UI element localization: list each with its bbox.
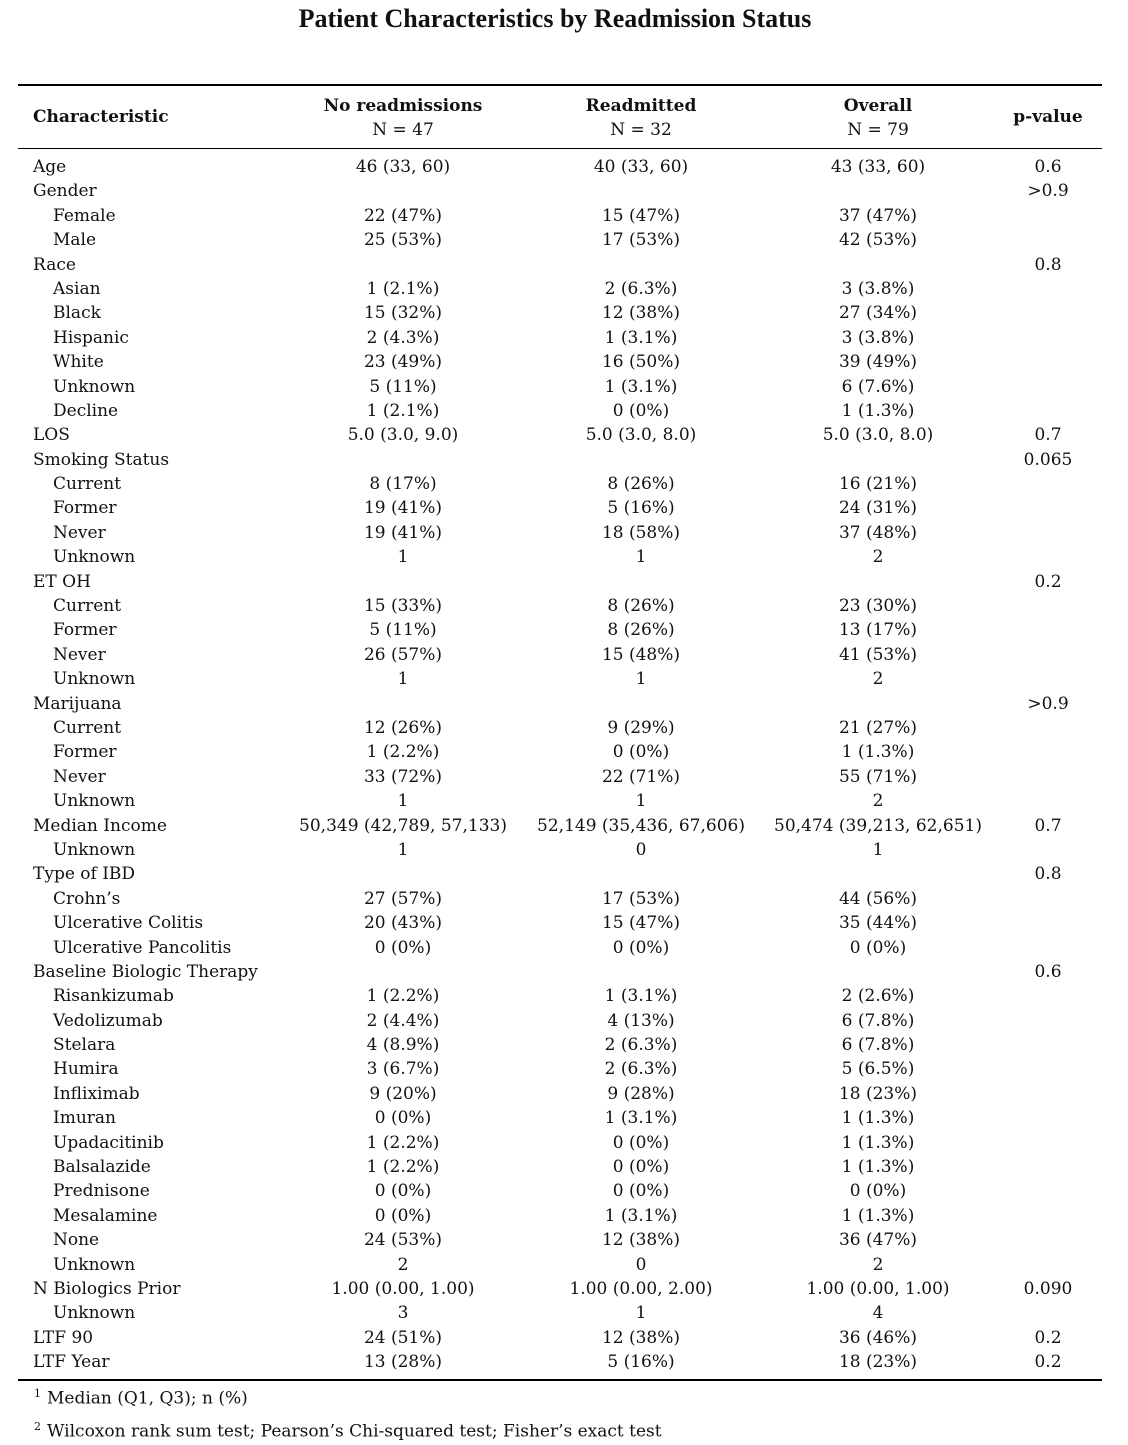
row-label: White	[53, 352, 104, 373]
header-pvalue: p-value	[1013, 107, 1083, 127]
cell-readmitted: 9 (28%)	[607, 1083, 675, 1104]
cell-overall: 1 (1.3%)	[841, 1157, 915, 1178]
table-row	[18, 1131, 1102, 1155]
header-readmitted-label: Readmitted	[585, 96, 697, 116]
cell-no-readmissions: 15 (32%)	[363, 303, 443, 324]
table-row	[18, 399, 1102, 423]
cell-readmitted: 2 (6.3%)	[604, 1059, 678, 1080]
cell-readmitted: 1 (3.1%)	[604, 376, 678, 397]
table-row	[18, 1228, 1102, 1252]
cell-no-readmissions: 4 (8.9%)	[366, 1035, 440, 1056]
table-row	[18, 326, 1102, 350]
row-label: LOS	[33, 425, 70, 446]
row-label: Never	[53, 522, 106, 543]
row-label: None	[53, 1230, 100, 1251]
table-row	[18, 545, 1102, 569]
table-row	[18, 984, 1102, 1008]
cell-pvalue: 0.065	[1023, 449, 1073, 470]
cell-overall: 2 (2.6%)	[841, 986, 915, 1007]
cell-pvalue: 0.8	[1034, 864, 1062, 885]
cell-readmitted: 17 (53%)	[601, 888, 681, 909]
footnote-1-mark: 1	[34, 1387, 41, 1400]
cell-readmitted: 4 (13%)	[607, 1010, 675, 1031]
header-no-readmissions-label: No readmissions	[323, 96, 483, 116]
cell-overall: 37 (48%)	[838, 522, 918, 543]
cell-overall: 1 (1.3%)	[841, 742, 915, 763]
cell-overall: 50,474 (39,213, 62,651)	[774, 815, 982, 836]
cell-readmitted: 8 (26%)	[607, 596, 675, 617]
cell-no-readmissions: 5 (11%)	[369, 620, 437, 641]
cell-overall: 23 (30%)	[838, 596, 918, 617]
cell-pvalue: 0.7	[1034, 815, 1062, 836]
table-row	[18, 960, 1102, 984]
cell-pvalue: 0.6	[1034, 961, 1062, 982]
row-label: Age	[33, 157, 67, 177]
row-label: Current	[53, 717, 122, 738]
row-label: Infliximab	[53, 1083, 140, 1104]
row-label: Humira	[53, 1059, 119, 1080]
cell-overall: 36 (46%)	[838, 1327, 918, 1348]
header-overall-n: N = 79	[847, 120, 909, 140]
cell-readmitted: 16 (50%)	[601, 352, 681, 373]
summary-table	[18, 84, 1102, 1381]
cell-no-readmissions: 1 (2.2%)	[366, 742, 440, 763]
cell-overall: 36 (47%)	[838, 1230, 918, 1251]
row-label: Unknown	[53, 791, 136, 812]
table-row	[18, 740, 1102, 764]
header-characteristic: Characteristic	[33, 107, 169, 127]
cell-pvalue: >0.9	[1027, 693, 1069, 714]
table-row	[18, 423, 1102, 447]
cell-readmitted: 2 (6.3%)	[604, 1035, 678, 1056]
table-row	[18, 887, 1102, 911]
table-row	[18, 1326, 1102, 1350]
cell-overall: 1 (1.3%)	[841, 1108, 915, 1129]
row-label: Unknown	[53, 547, 136, 568]
cell-no-readmissions: 27 (57%)	[363, 888, 443, 909]
cell-no-readmissions: 50,349 (42,789, 57,133)	[299, 815, 507, 836]
table-row	[18, 472, 1102, 496]
cell-readmitted: 5 (16%)	[607, 1352, 675, 1373]
cell-no-readmissions: 2 (4.3%)	[366, 327, 440, 348]
cell-readmitted: 2 (6.3%)	[604, 278, 678, 299]
cell-readmitted: 17 (53%)	[601, 230, 681, 251]
cell-readmitted: 12 (38%)	[601, 1327, 681, 1348]
cell-readmitted: 52,149 (35,436, 67,606)	[537, 815, 745, 836]
table-row	[18, 594, 1102, 618]
cell-readmitted: 22 (71%)	[601, 766, 681, 787]
cell-no-readmissions: 0 (0%)	[374, 1181, 432, 1202]
cell-overall: 6 (7.6%)	[841, 376, 915, 397]
table-header	[18, 86, 1102, 148]
cell-readmitted: 1	[635, 547, 647, 568]
table-row	[18, 301, 1102, 325]
row-label: Crohn’s	[53, 888, 121, 909]
cell-overall: 39 (49%)	[838, 352, 918, 373]
cell-overall: 3 (3.8%)	[841, 327, 915, 348]
cell-overall: 4	[872, 1303, 884, 1324]
row-label: Former	[53, 498, 117, 519]
cell-no-readmissions: 1	[397, 547, 409, 568]
cell-overall: 0 (0%)	[849, 1181, 907, 1202]
table-row	[18, 618, 1102, 642]
footnote-1-text: Median (Q1, Q3); n (%)	[47, 1388, 248, 1409]
cell-readmitted: 8 (26%)	[607, 474, 675, 495]
row-label: Gender	[33, 181, 97, 202]
row-label: Race	[33, 254, 76, 275]
cell-no-readmissions: 0 (0%)	[374, 937, 432, 958]
table-row	[18, 570, 1102, 594]
cell-overall: 18 (23%)	[838, 1083, 918, 1104]
footnotes	[34, 1380, 662, 1445]
header-readmitted	[535, 94, 747, 142]
row-label: Median Income	[33, 815, 167, 836]
table-row	[18, 716, 1102, 740]
table-row	[18, 1277, 1102, 1301]
row-label: Risankizumab	[53, 986, 174, 1007]
cell-no-readmissions: 12 (26%)	[363, 717, 443, 738]
cell-no-readmissions: 1	[397, 791, 409, 812]
cell-overall: 43 (33, 60)	[830, 157, 926, 177]
cell-overall: 2	[872, 791, 884, 812]
cell-readmitted: 1	[635, 791, 647, 812]
cell-readmitted: 0 (0%)	[612, 1132, 670, 1153]
row-label: Black	[53, 303, 101, 324]
cell-no-readmissions: 46 (33, 60)	[355, 157, 451, 177]
cell-no-readmissions: 24 (53%)	[363, 1230, 443, 1251]
table-row	[18, 179, 1102, 203]
row-label: Decline	[53, 400, 119, 421]
cell-overall: 16 (21%)	[838, 474, 918, 495]
cell-readmitted: 40 (33, 60)	[593, 157, 689, 177]
table-row	[18, 862, 1102, 886]
cell-readmitted: 15 (48%)	[601, 644, 681, 665]
row-label: Former	[53, 620, 117, 641]
cell-readmitted: 5 (16%)	[607, 498, 675, 519]
row-label: Hispanic	[53, 327, 129, 348]
header-readmitted-n: N = 32	[610, 120, 672, 140]
row-label: Mesalamine	[53, 1205, 158, 1226]
cell-readmitted: 8 (26%)	[607, 620, 675, 641]
row-label: Current	[53, 596, 122, 617]
cell-no-readmissions: 13 (28%)	[363, 1352, 443, 1373]
table-row	[18, 1009, 1102, 1033]
row-label: Imuran	[53, 1108, 116, 1129]
cell-readmitted: 1	[635, 1303, 647, 1324]
row-label: Prednisone	[53, 1181, 150, 1202]
cell-readmitted: 1 (3.1%)	[604, 327, 678, 348]
cell-overall: 27 (34%)	[838, 303, 918, 324]
cell-pvalue: 0.090	[1023, 1278, 1073, 1299]
cell-no-readmissions: 19 (41%)	[363, 522, 443, 543]
header-no-readmissions	[298, 94, 508, 142]
table-row	[18, 350, 1102, 374]
row-label: Vedolizumab	[53, 1010, 163, 1031]
cell-overall: 44 (56%)	[838, 888, 918, 909]
row-label: Unknown	[53, 839, 136, 860]
cell-overall: 1 (1.3%)	[841, 1205, 915, 1226]
cell-no-readmissions: 2 (4.4%)	[366, 1010, 440, 1031]
table-row	[18, 1033, 1102, 1057]
cell-no-readmissions: 19 (41%)	[363, 498, 443, 519]
table-row	[18, 521, 1102, 545]
cell-no-readmissions: 3 (6.7%)	[366, 1059, 440, 1080]
cell-readmitted: 0 (0%)	[612, 742, 670, 763]
cell-no-readmissions: 24 (51%)	[363, 1327, 443, 1348]
table-row	[18, 765, 1102, 789]
table-row	[18, 375, 1102, 399]
cell-readmitted: 1.00 (0.00, 2.00)	[569, 1278, 713, 1299]
row-label: Unknown	[53, 669, 136, 690]
row-label: Baseline Biologic Therapy	[33, 961, 258, 982]
cell-readmitted: 0	[635, 839, 647, 860]
row-label: Type of IBD	[33, 864, 136, 885]
cell-no-readmissions: 5.0 (3.0, 9.0)	[347, 425, 459, 446]
cell-no-readmissions: 20 (43%)	[363, 913, 443, 934]
cell-readmitted: 9 (29%)	[607, 717, 675, 738]
table-row	[18, 228, 1102, 252]
cell-readmitted: 0 (0%)	[612, 937, 670, 958]
cell-overall: 42 (53%)	[838, 230, 918, 251]
cell-overall: 6 (7.8%)	[841, 1010, 915, 1031]
cell-pvalue: 0.7	[1034, 425, 1062, 446]
row-label: Female	[53, 205, 116, 226]
cell-overall: 1 (1.3%)	[841, 400, 915, 421]
cell-overall: 18 (23%)	[838, 1352, 918, 1373]
table-row	[18, 1082, 1102, 1106]
cell-readmitted: 0 (0%)	[612, 400, 670, 421]
cell-readmitted: 1 (3.1%)	[604, 1205, 678, 1226]
cell-pvalue: >0.9	[1027, 181, 1069, 202]
cell-readmitted: 0 (0%)	[612, 1181, 670, 1202]
row-label: Never	[53, 644, 106, 665]
cell-no-readmissions: 23 (49%)	[363, 352, 443, 373]
footnote-2	[34, 1413, 662, 1445]
table-row	[18, 204, 1102, 228]
footnote-1	[34, 1380, 662, 1413]
table-row	[18, 496, 1102, 520]
table-row	[18, 692, 1102, 716]
cell-no-readmissions: 0 (0%)	[374, 1205, 432, 1226]
table-row	[18, 1301, 1102, 1325]
table-row	[18, 911, 1102, 935]
cell-no-readmissions: 1 (2.1%)	[366, 400, 440, 421]
cell-overall: 55 (71%)	[838, 766, 918, 787]
cell-readmitted: 18 (58%)	[601, 522, 681, 543]
row-label: N Biologics Prior	[33, 1278, 181, 1299]
cell-pvalue: 0.6	[1034, 157, 1062, 177]
row-label: Never	[53, 766, 106, 787]
cell-overall: 1.00 (0.00, 1.00)	[806, 1278, 950, 1299]
cell-no-readmissions: 1 (2.1%)	[366, 278, 440, 299]
row-label: Smoking Status	[33, 449, 170, 470]
cell-no-readmissions: 25 (53%)	[363, 230, 443, 251]
cell-overall: 35 (44%)	[838, 913, 918, 934]
cell-readmitted: 15 (47%)	[601, 205, 681, 226]
cell-readmitted: 15 (47%)	[601, 913, 681, 934]
cell-no-readmissions: 1	[397, 669, 409, 690]
cell-no-readmissions: 33 (72%)	[363, 766, 443, 787]
cell-readmitted: 1	[635, 669, 647, 690]
row-label: Male	[53, 230, 97, 251]
cell-overall: 1 (1.3%)	[841, 1132, 915, 1153]
header-overall	[773, 94, 983, 142]
cell-overall: 6 (7.8%)	[841, 1035, 915, 1056]
cell-no-readmissions: 1 (2.2%)	[366, 1132, 440, 1153]
row-label: Stelara	[53, 1035, 116, 1056]
cell-overall: 2	[872, 1254, 884, 1275]
cell-overall: 2	[872, 669, 884, 690]
cell-no-readmissions: 26 (57%)	[363, 644, 443, 665]
cell-readmitted: 1 (3.1%)	[604, 1108, 678, 1129]
table-row	[18, 936, 1102, 960]
row-label: Asian	[53, 278, 101, 299]
row-label: Unknown	[53, 1303, 136, 1324]
table-row	[18, 448, 1102, 472]
row-label: Ulcerative Colitis	[53, 913, 204, 934]
table-row	[18, 667, 1102, 691]
cell-overall: 37 (47%)	[838, 205, 918, 226]
cell-overall: 3 (3.8%)	[841, 278, 915, 299]
cell-overall: 2	[872, 547, 884, 568]
row-label: Balsalazide	[53, 1157, 151, 1178]
cell-readmitted: 12 (38%)	[601, 303, 681, 324]
table-row	[18, 253, 1102, 277]
table-row	[18, 1253, 1102, 1277]
row-label: Current	[53, 474, 122, 495]
cell-no-readmissions: 1 (2.2%)	[366, 1157, 440, 1178]
cell-overall: 24 (31%)	[838, 498, 918, 519]
row-label: LTF Year	[33, 1352, 110, 1373]
row-label: Upadacitinib	[53, 1132, 164, 1153]
table-row	[18, 277, 1102, 301]
table-body	[18, 155, 1102, 1375]
row-label: Unknown	[53, 1254, 136, 1275]
cell-no-readmissions: 0 (0%)	[374, 1108, 432, 1129]
cell-overall: 5 (6.5%)	[841, 1059, 915, 1080]
table-row	[18, 1204, 1102, 1228]
table-row	[18, 1155, 1102, 1179]
cell-no-readmissions: 3	[397, 1303, 409, 1324]
row-label: Unknown	[53, 376, 136, 397]
cell-no-readmissions: 22 (47%)	[363, 205, 443, 226]
table-title: Patient Characteristics by Readmission Status	[298, 4, 812, 33]
cell-no-readmissions: 5 (11%)	[369, 376, 437, 397]
cell-readmitted: 0 (0%)	[612, 1157, 670, 1178]
cell-overall: 41 (53%)	[838, 644, 918, 665]
table-row	[18, 1106, 1102, 1130]
table-row	[18, 1057, 1102, 1081]
cell-no-readmissions: 1 (2.2%)	[366, 986, 440, 1007]
cell-no-readmissions: 8 (17%)	[369, 474, 437, 495]
table-row	[18, 838, 1102, 862]
cell-no-readmissions: 1	[397, 839, 409, 860]
row-label: Ulcerative Pancolitis	[53, 937, 232, 958]
cell-no-readmissions: 2	[397, 1254, 409, 1275]
table-row	[18, 789, 1102, 813]
cell-readmitted: 1 (3.1%)	[604, 986, 678, 1007]
footnote-2-mark: 2	[34, 1419, 41, 1433]
cell-readmitted: 5.0 (3.0, 8.0)	[585, 425, 697, 446]
row-label: Marijuana	[33, 693, 122, 714]
cell-overall: 5.0 (3.0, 8.0)	[822, 425, 934, 446]
row-label: LTF 90	[33, 1327, 94, 1348]
cell-readmitted: 0	[635, 1254, 647, 1275]
table-row	[18, 1179, 1102, 1203]
cell-no-readmissions: 1.00 (0.00, 1.00)	[331, 1278, 475, 1299]
cell-readmitted: 12 (38%)	[601, 1230, 681, 1251]
table-row	[18, 643, 1102, 667]
cell-pvalue: 0.2	[1034, 1352, 1062, 1373]
table-row	[18, 1350, 1102, 1374]
row-label: Former	[53, 742, 117, 763]
row-label: ET OH	[33, 571, 91, 592]
cell-overall: 13 (17%)	[838, 620, 918, 641]
cell-no-readmissions: 15 (33%)	[363, 596, 443, 617]
cell-pvalue: 0.2	[1034, 1327, 1062, 1348]
header-overall-label: Overall	[843, 96, 913, 116]
cell-overall: 1	[872, 839, 884, 860]
table-row	[18, 155, 1102, 179]
cell-overall: 0 (0%)	[849, 937, 907, 958]
cell-pvalue: 0.8	[1034, 254, 1062, 275]
table-row	[18, 814, 1102, 838]
cell-no-readmissions: 9 (20%)	[369, 1083, 437, 1104]
header-rule	[18, 148, 1102, 149]
footnote-2-text: Wilcoxon rank sum test; Pearson’s Chi-squared test; Fisher’s exact test	[47, 1421, 662, 1442]
header-no-readmissions-n: N = 47	[372, 120, 434, 140]
cell-pvalue: 0.2	[1034, 571, 1062, 592]
cell-overall: 21 (27%)	[838, 717, 918, 738]
